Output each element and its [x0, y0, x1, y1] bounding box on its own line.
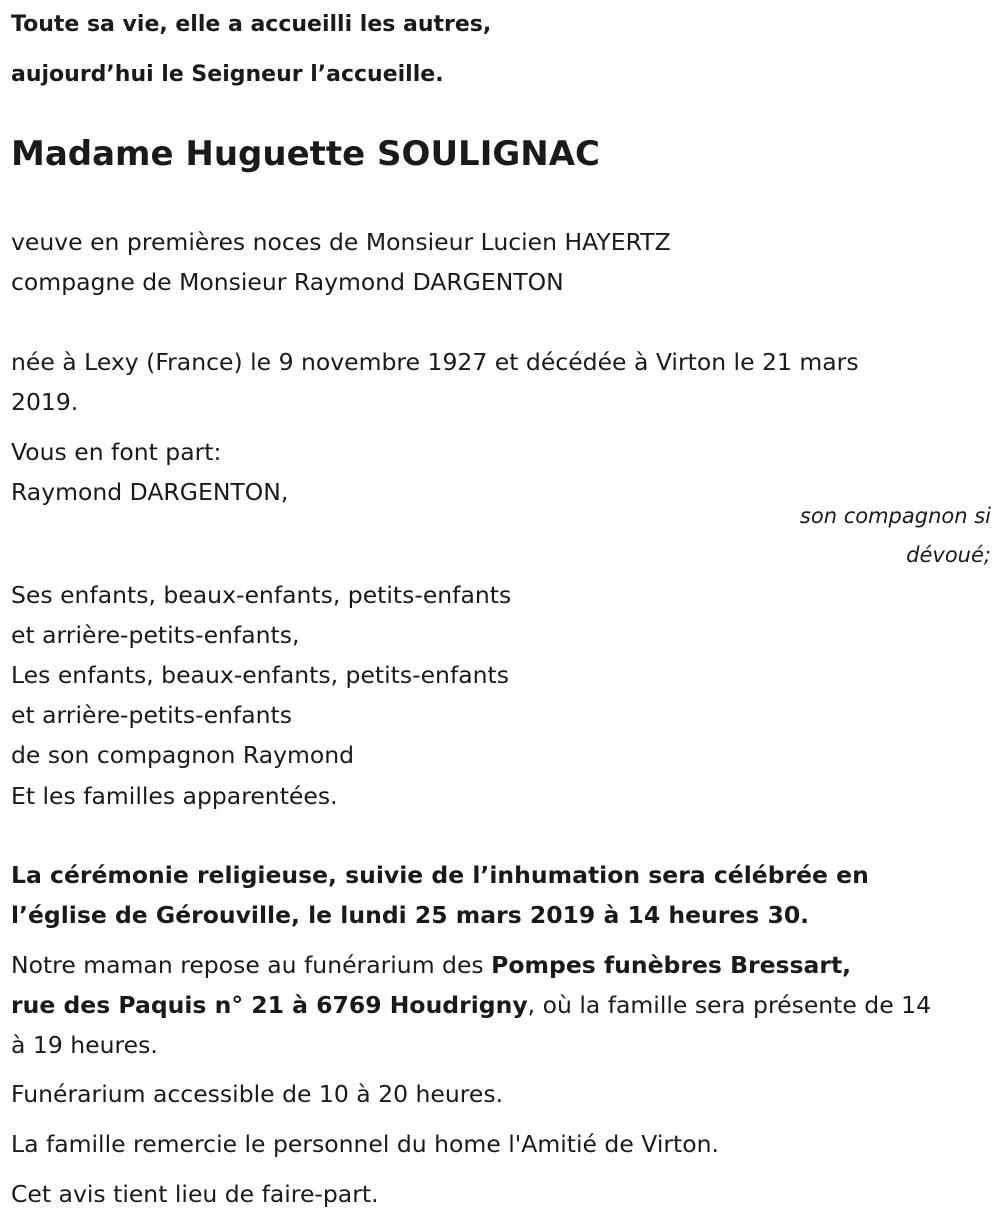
family-line: et arrière-petits-enfants,: [11, 621, 300, 649]
funeral-home-suffix: , où la famille sera présente de 14: [527, 991, 932, 1019]
verse-line-1: Toute sa vie, elle a accueilli les autres,: [11, 12, 492, 37]
funeral-home-address: rue des Paquis n° 21 à 6769 Houdrigny: [11, 991, 528, 1019]
family-line: et arrière-petits-enfants: [11, 701, 292, 729]
relation-line-2: compagne de Monsieur Raymond DARGENTON: [11, 268, 564, 296]
notice-line: Cet avis tient lieu de faire-part.: [11, 1180, 379, 1208]
announcers-intro: Vous en font part:: [11, 438, 222, 466]
funeral-home-name: Pompes funèbres Bressart,: [491, 951, 852, 979]
relation-line-1: veuve en premières noces de Monsieur Lucien HAYERTZ: [11, 228, 671, 256]
family-line: Et les familles apparentées.: [11, 782, 338, 810]
partner-note-line-1: son compagnon si: [799, 504, 991, 528]
verse-line-2: aujourd’hui le Seigneur l’accueille.: [11, 62, 444, 87]
family-line: de son compagnon Raymond: [11, 741, 355, 769]
dates-line-2: 2019.: [11, 388, 79, 416]
family-line: Ses enfants, beaux-enfants, petits-enfants: [11, 581, 512, 609]
thanks-line: La famille remercie le personnel du home l'Amitié de Virton.: [11, 1130, 719, 1158]
access-hours: Funérarium accessible de 10 à 20 heures.: [11, 1080, 504, 1108]
funeral-home-line-1: [11, 951, 851, 979]
family-line: Les enfants, beaux-enfants, petits-enfants: [11, 661, 509, 689]
ceremony-line-2: l’église de Gérouville, le lundi 25 mars 2019 à 14 heures 30.: [11, 901, 810, 929]
funeral-home-line-3: à 19 heures.: [11, 1031, 158, 1059]
ceremony-line-1: La cérémonie religieuse, suivie de l’inhumation sera célébrée en: [11, 861, 869, 889]
dates-line-1: née à Lexy (France) le 9 novembre 1927 et décédée à Virton le 21 mars: [11, 348, 859, 376]
partner-note-line-2: dévoué;: [906, 543, 991, 567]
funeral-home-line-2: [11, 991, 931, 1019]
deceased-name: Madame Huguette SOULIGNAC: [11, 134, 600, 174]
funeral-home-prefix: Notre maman repose au funérarium des: [11, 951, 492, 979]
announcer-partner: Raymond DARGENTON,: [11, 478, 289, 506]
